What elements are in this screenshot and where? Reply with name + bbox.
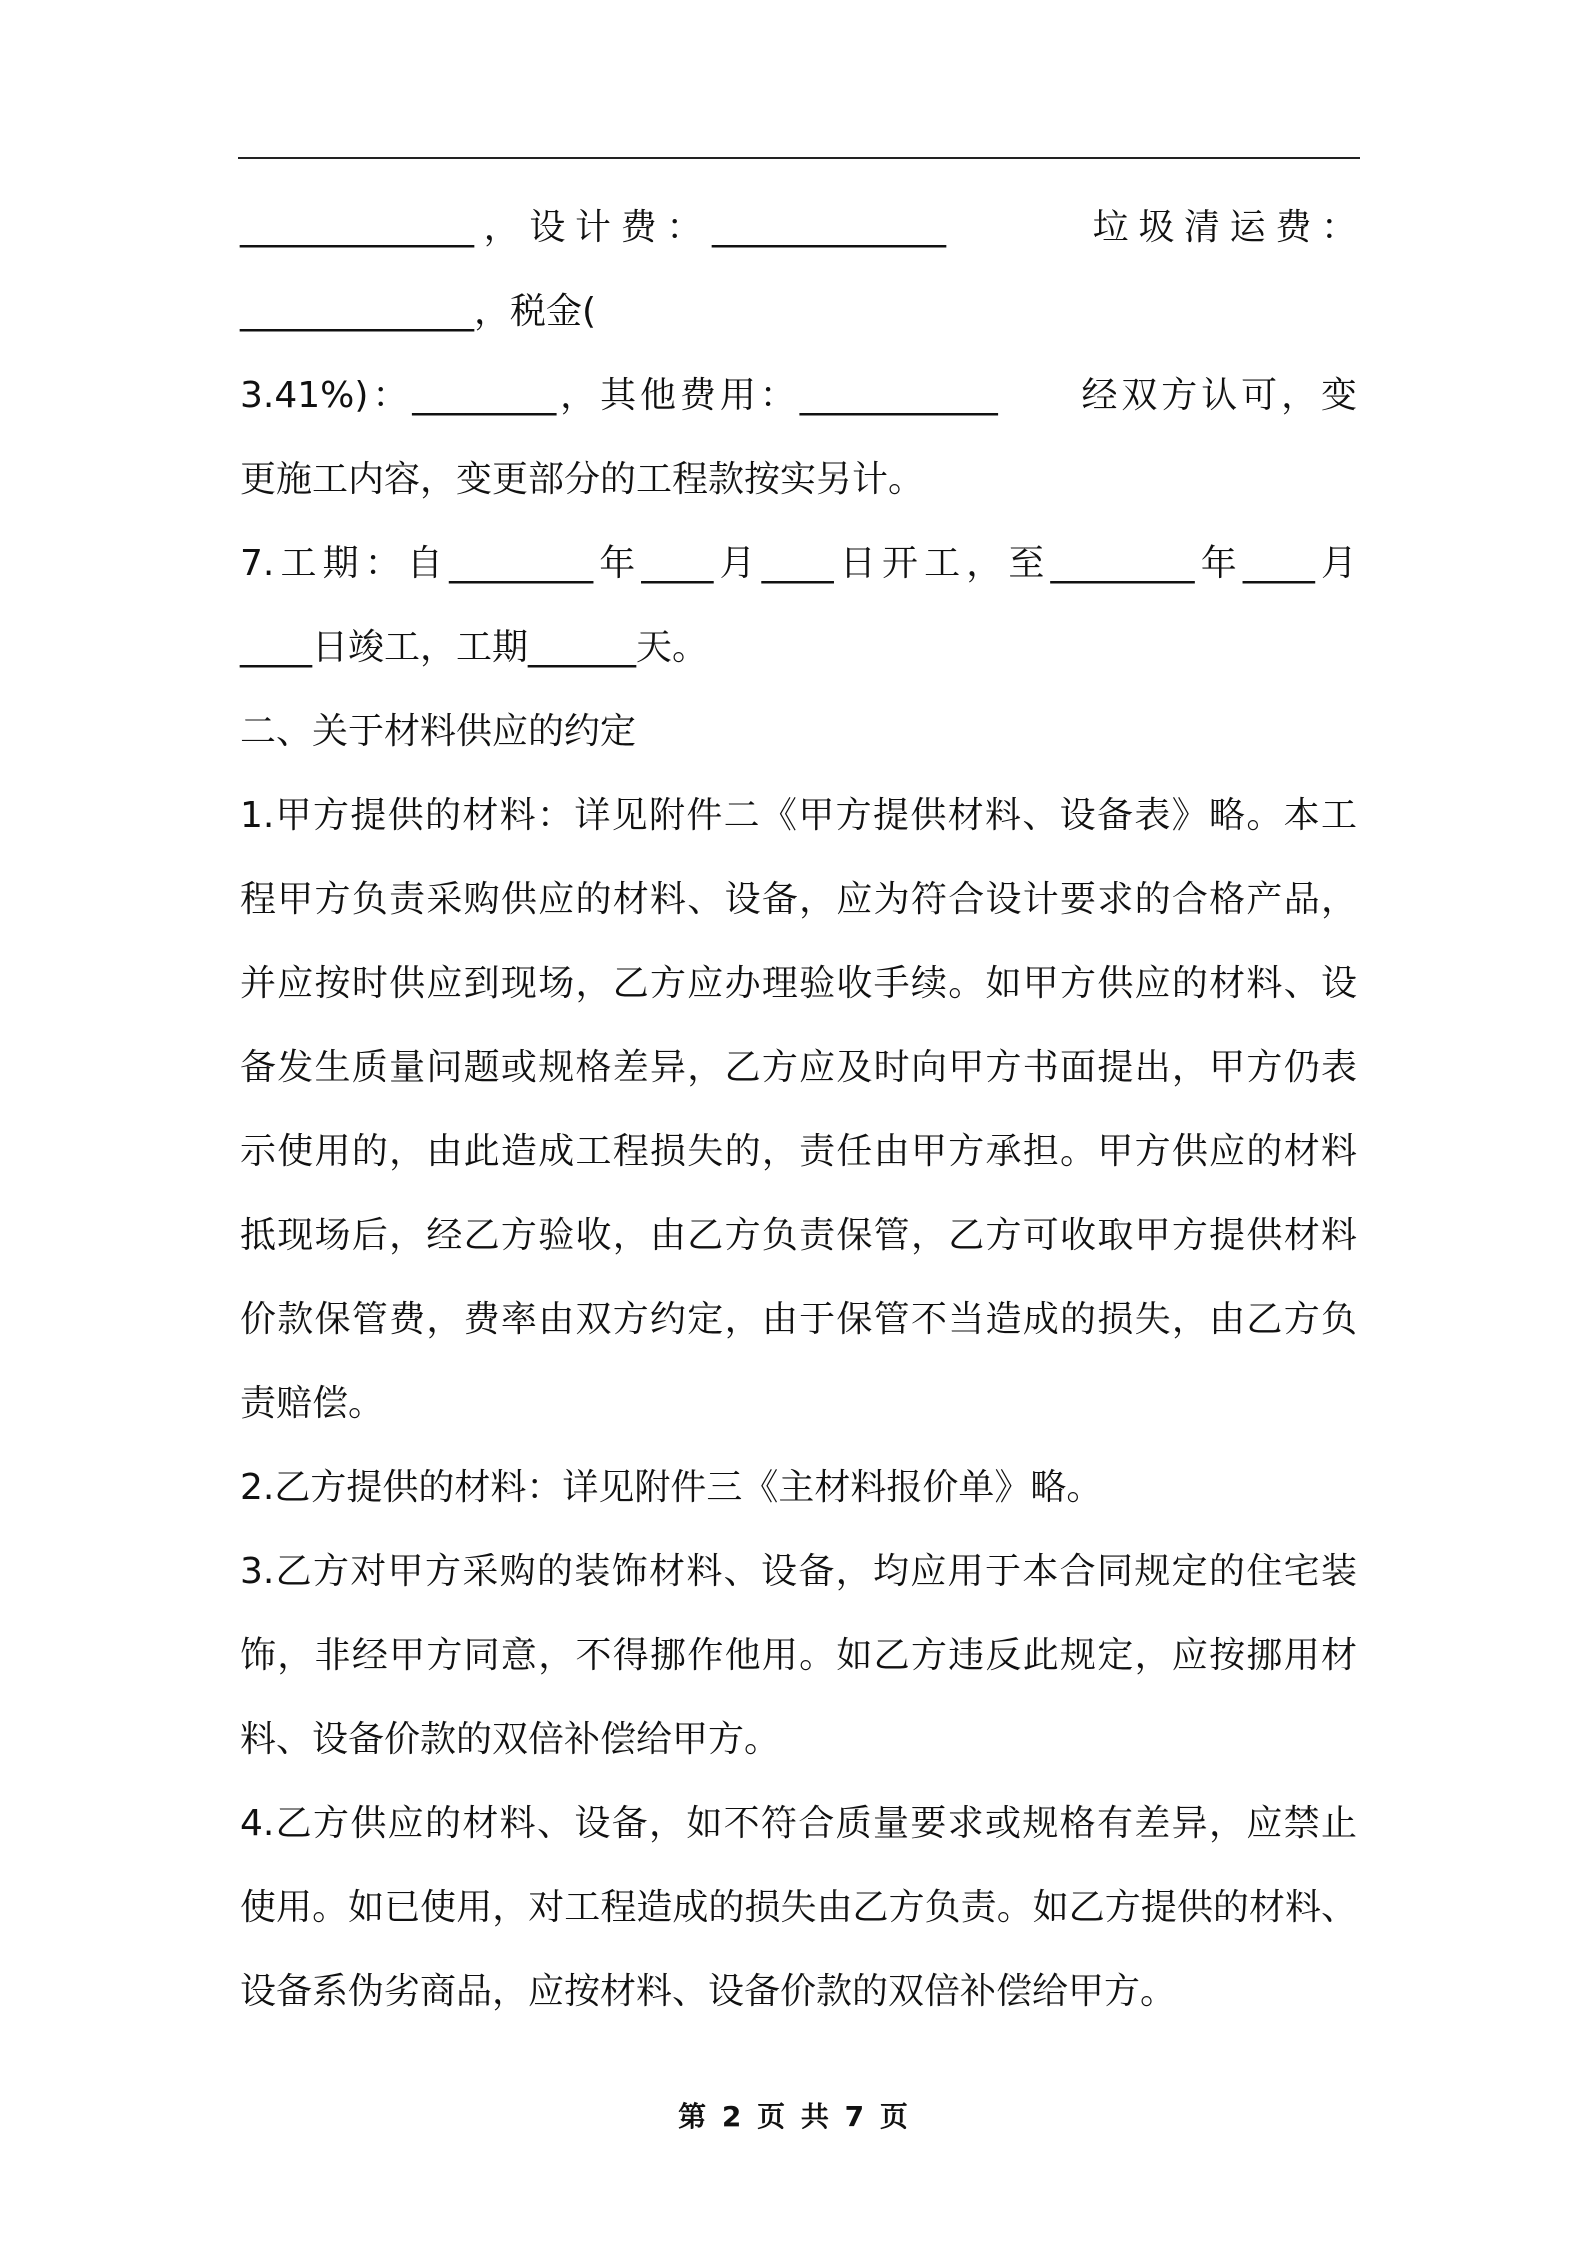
text-line: 1.甲方提供的材料：详见附件二《甲方提供材料、设备表》略。本工 [240, 795, 1357, 836]
text-line: 二、关于材料供应的约定 [240, 711, 637, 752]
text-line: 4.乙方供应的材料、设备，如不符合质量要求或规格有差异，应禁止 [240, 1803, 1357, 1844]
text-line: ____日竣工，工期______天。 [240, 627, 709, 668]
text-line: 程甲方负责采购供应的材料、设备，应为符合设计要求的合格产品， [240, 879, 1357, 920]
text-line: 7.工期：自________年____月____日开工，至________年____月 [240, 543, 1357, 584]
text-line: 备发生质量问题或规格差异，乙方应及时向甲方书面提出，甲方仍表 [240, 1047, 1357, 1088]
text-line: 设备系伪劣商品，应按材料、设备价款的双倍补偿给甲方。 [240, 1971, 1177, 2012]
text-line: 抵现场后，经乙方验收，由乙方负责保管，乙方可收取甲方提供材料 [240, 1215, 1357, 1256]
page-number: 第 2 页 共 7 页 [678, 2100, 908, 2133]
text-line: 使用。如已使用，对工程造成的损失由乙方负责。如乙方提供的材料、 [240, 1887, 1357, 1928]
text-line: 2.乙方提供的材料：详见附件三《主材料报价单》略。 [240, 1467, 1103, 1508]
text-line: _____________，设计费：_____________ 垃圾清运费： [240, 207, 1357, 248]
text-line: 料、设备价款的双倍补偿给甲方。 [240, 1719, 781, 1760]
text-line: _____________，税金( [240, 291, 597, 332]
text-line: 责赔偿。 [240, 1383, 385, 1424]
text-line: 更施工内容，变更部分的工程款按实另计。 [240, 459, 925, 500]
text-line: 3.41%)：________，其他费用：___________ 经双方认可，变 [240, 375, 1357, 416]
header-rule [238, 157, 1360, 159]
text-line: 3.乙方对甲方采购的装饰材料、设备，均应用于本合同规定的住宅装 [240, 1551, 1357, 1592]
text-line: 价款保管费，费率由双方约定，由于保管不当造成的损失，由乙方负 [240, 1299, 1357, 1340]
text-line: 饰，非经甲方同意，不得挪作他用。如乙方违反此规定，应按挪用材 [240, 1635, 1357, 1676]
text-line: 示使用的，由此造成工程损失的，责任由甲方承担。甲方供应的材料 [240, 1131, 1357, 1172]
text-line: 并应按时供应到现场，乙方应办理验收手续。如甲方供应的材料、设 [240, 963, 1357, 1004]
